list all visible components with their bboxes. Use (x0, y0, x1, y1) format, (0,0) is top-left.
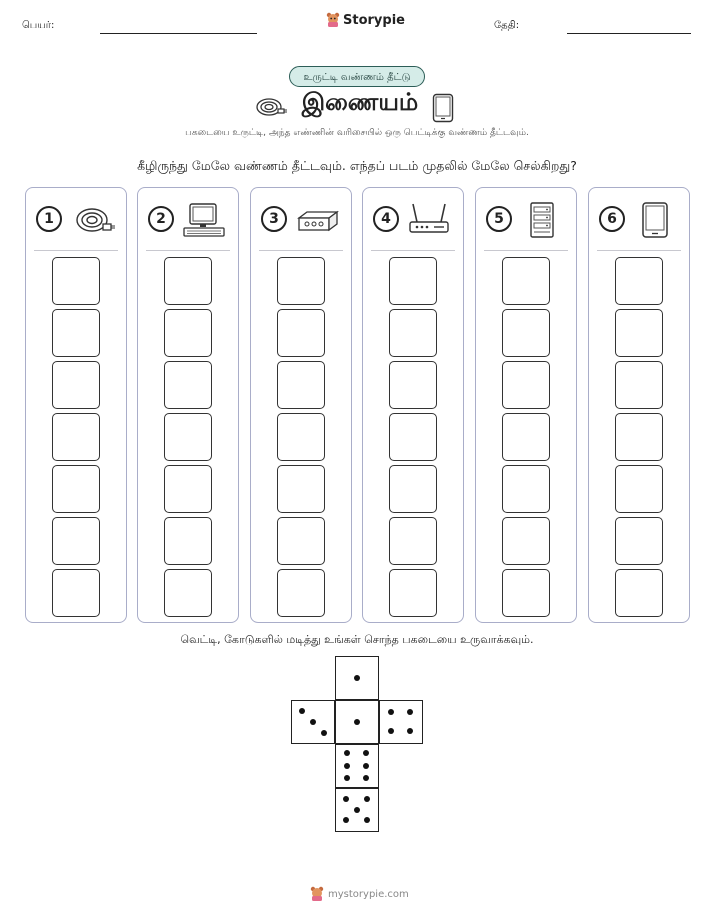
color-box[interactable] (52, 569, 100, 617)
dice-face-6 (335, 744, 379, 788)
color-box[interactable] (164, 257, 212, 305)
dice-pip (363, 775, 369, 781)
color-box[interactable] (389, 309, 437, 357)
tablet-icon (432, 93, 454, 123)
name-label: பெயர்: (22, 20, 55, 31)
dice-pip (321, 730, 327, 736)
dice-pip (354, 719, 360, 725)
date-label: தேதி: (494, 20, 520, 31)
server-icon (520, 200, 566, 240)
dice-face-5 (335, 788, 379, 832)
dice-pip (310, 719, 316, 725)
column-6 (588, 187, 690, 623)
dice-pip (388, 728, 394, 734)
color-box[interactable] (277, 569, 325, 617)
color-box[interactable] (502, 569, 550, 617)
dice-pip (364, 817, 370, 823)
column-number: 2 (148, 206, 174, 232)
cable-icon (70, 200, 116, 240)
column-2 (137, 187, 239, 623)
modem-icon (295, 200, 341, 240)
column-1 (25, 187, 127, 623)
color-box[interactable] (389, 257, 437, 305)
dice-pip (407, 728, 413, 734)
date-line[interactable] (567, 33, 691, 34)
page-title: இணையம் (301, 88, 419, 116)
column-number: 1 (36, 206, 62, 232)
column-number: 3 (261, 206, 287, 232)
color-box[interactable] (389, 465, 437, 513)
color-box[interactable] (615, 361, 663, 409)
dice-pip (363, 750, 369, 756)
dice-pip (344, 763, 350, 769)
divider (34, 250, 118, 251)
color-box[interactable] (502, 309, 550, 357)
bear-icon (326, 12, 340, 28)
dice-pip (299, 708, 305, 714)
color-box[interactable] (52, 413, 100, 461)
column-5 (475, 187, 577, 623)
footer-url: mystorypie.com (328, 888, 409, 900)
column-header (26, 188, 126, 251)
dice-pip (344, 775, 350, 781)
color-box[interactable] (277, 413, 325, 461)
divider (371, 250, 455, 251)
color-box[interactable] (502, 517, 550, 565)
divider (484, 250, 568, 251)
divider (259, 250, 343, 251)
divider (146, 250, 230, 251)
computer-icon (182, 200, 228, 240)
divider (597, 250, 681, 251)
column-header (251, 188, 351, 251)
color-box[interactable] (164, 517, 212, 565)
column-header (363, 188, 463, 251)
subtitle: பகடையை உருட்டி, அந்த எண்ணின் வரிசையில் ஒரு பெட்டிக்கு வண்ணம் தீட்டவும். (185, 128, 529, 138)
color-box[interactable] (502, 257, 550, 305)
color-box[interactable] (615, 257, 663, 305)
dice-pip (343, 817, 349, 823)
dice-pip (407, 709, 413, 715)
color-box[interactable] (502, 361, 550, 409)
color-box[interactable] (52, 361, 100, 409)
dice-face-1 (335, 700, 379, 744)
dice-pip (344, 750, 350, 756)
column-number: 5 (486, 206, 512, 232)
color-box[interactable] (615, 517, 663, 565)
dice-pip (388, 709, 394, 715)
dice-pip (364, 796, 370, 802)
column-number: 6 (599, 206, 625, 232)
dice-face-1 (335, 656, 379, 700)
column-header (589, 188, 689, 251)
question: கீழிருந்து மேலே வண்ணம் தீட்டவும். எந்தப் படம் முதலில் மேலே செல்கிறது? (137, 158, 577, 173)
color-box[interactable] (389, 517, 437, 565)
bear-icon (310, 886, 324, 902)
color-box[interactable] (389, 413, 437, 461)
color-box[interactable] (52, 465, 100, 513)
dice-pip (354, 807, 360, 813)
cable-icon (254, 94, 288, 120)
dice-instruction: வெட்டி, கோடுகளில் மடித்து உங்கள் சொந்த பகடையை உருவாக்கவும். (180, 633, 534, 646)
color-box[interactable] (52, 517, 100, 565)
dice-face-3 (291, 700, 335, 744)
color-box[interactable] (615, 413, 663, 461)
tablet-icon (633, 200, 679, 240)
color-box[interactable] (164, 413, 212, 461)
column-header (476, 188, 576, 251)
color-box[interactable] (164, 361, 212, 409)
color-box[interactable] (502, 413, 550, 461)
column-4 (362, 187, 464, 623)
name-line[interactable] (100, 33, 257, 34)
router-icon (407, 200, 453, 240)
color-box[interactable] (277, 309, 325, 357)
dice-face-4 (379, 700, 423, 744)
activity-badge: உருட்டி வண்ணம் தீட்டு (289, 66, 425, 87)
color-box[interactable] (277, 361, 325, 409)
color-box[interactable] (277, 257, 325, 305)
color-box[interactable] (164, 569, 212, 617)
footer (310, 886, 409, 902)
column-3 (250, 187, 352, 623)
color-box[interactable] (389, 569, 437, 617)
color-box[interactable] (277, 465, 325, 513)
color-box[interactable] (164, 309, 212, 357)
column-number: 4 (373, 206, 399, 232)
color-box[interactable] (389, 361, 437, 409)
color-box[interactable] (615, 309, 663, 357)
color-box[interactable] (164, 465, 212, 513)
dice-pip (343, 796, 349, 802)
color-box[interactable] (52, 309, 100, 357)
color-box[interactable] (52, 257, 100, 305)
color-box[interactable] (615, 465, 663, 513)
color-box[interactable] (615, 569, 663, 617)
storypie-logo (326, 12, 405, 28)
column-header (138, 188, 238, 251)
dice-pip (354, 675, 360, 681)
color-box[interactable] (502, 465, 550, 513)
logo-text: Storypie (343, 12, 405, 28)
color-box[interactable] (277, 517, 325, 565)
dice-pip (363, 763, 369, 769)
